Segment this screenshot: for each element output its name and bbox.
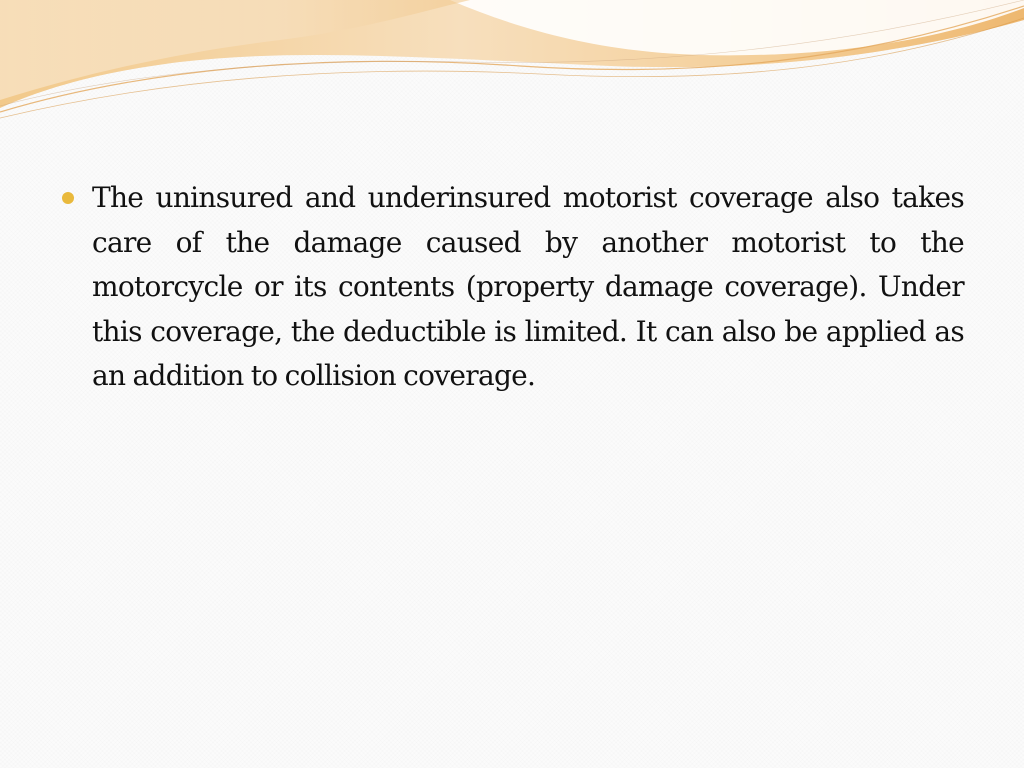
bullet-item: [62, 176, 964, 399]
slide-body: [62, 176, 964, 399]
bullet-text: The uninsured and underinsured motorist coverage also takes care of the damage caused by another motorist to the motorcycle or its contents (property damage coverage). Under this coverage, the deductible is limited. It can also be applied as an addition to collision coverage.: [92, 181, 964, 392]
bullet-dot-icon: [62, 192, 74, 204]
header-swoosh-decoration: [0, 0, 1024, 130]
